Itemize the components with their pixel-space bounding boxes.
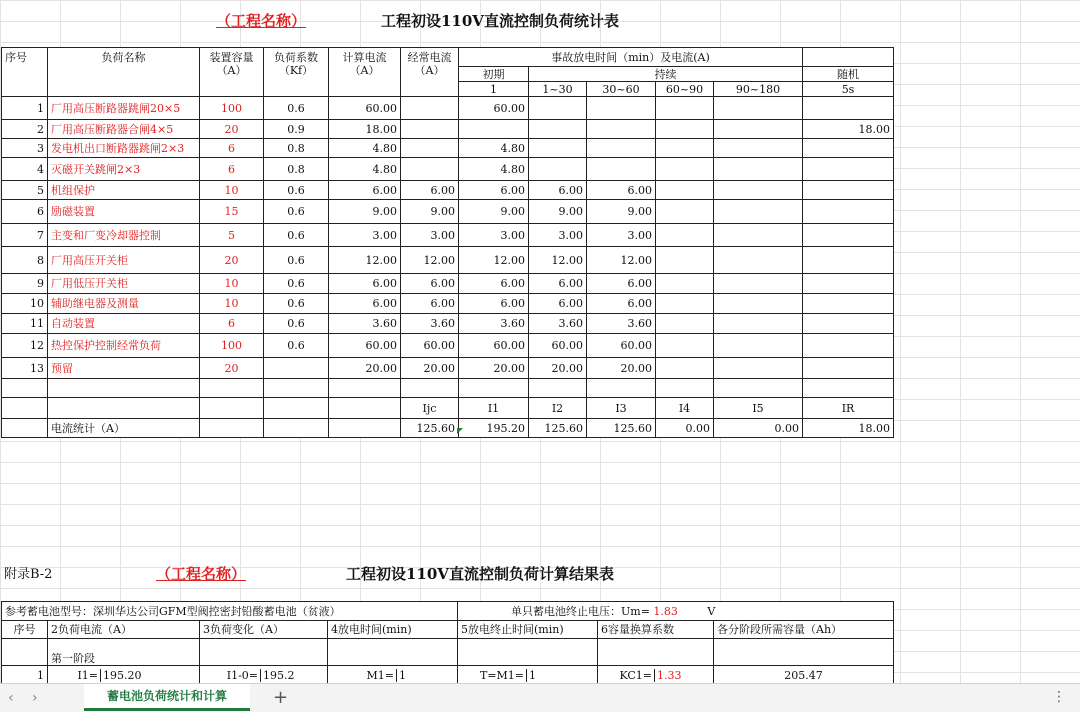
- cell-n[interactable]: 13: [2, 358, 48, 379]
- row1-end-time[interactable]: T=M1= 1: [458, 666, 598, 684]
- cell-i5[interactable]: [714, 294, 803, 314]
- table-row: [2, 334, 894, 358]
- total-i5[interactable]: 0.00: [714, 419, 803, 438]
- cell-kf[interactable]: 0.6: [264, 314, 329, 334]
- cell-i3[interactable]: 60.00: [587, 334, 656, 358]
- cell-i2[interactable]: [529, 120, 587, 139]
- cell-reg[interactable]: 12.00: [401, 247, 459, 274]
- cell-i1[interactable]: 3.00: [459, 224, 529, 247]
- cell[interactable]: [48, 398, 200, 419]
- cell-i3[interactable]: 9.00: [587, 200, 656, 224]
- cell-i1[interactable]: 4.80: [459, 139, 529, 158]
- cell-calc[interactable]: 3.00: [329, 224, 401, 247]
- cell-n[interactable]: 10: [2, 294, 48, 314]
- total-ir[interactable]: 18.00: [803, 419, 894, 438]
- sym-ijc[interactable]: Ijc: [401, 398, 459, 419]
- cell-i3[interactable]: 20.00: [587, 358, 656, 379]
- cell-comment-marker: [457, 428, 463, 434]
- cell-reg[interactable]: 9.00: [401, 200, 459, 224]
- cell[interactable]: [598, 639, 714, 666]
- cell-name[interactable]: 自动装置: [48, 314, 200, 334]
- total-i2[interactable]: 125.60: [529, 419, 587, 438]
- cell-cap[interactable]: 6: [200, 314, 264, 334]
- table-row: [2, 158, 894, 181]
- cell-i2[interactable]: 3.00: [529, 224, 587, 247]
- cell-i4[interactable]: [656, 139, 714, 158]
- cell-name[interactable]: 励磁装置: [48, 200, 200, 224]
- table-row: [2, 274, 894, 294]
- cell-i2[interactable]: 6.00: [529, 274, 587, 294]
- cell-cap[interactable]: 6: [200, 158, 264, 181]
- header-regular-current[interactable]: 经常电流 （A）: [401, 48, 459, 97]
- cell-calc[interactable]: 18.00: [329, 120, 401, 139]
- calculation-result-table: [1, 601, 894, 683]
- cell[interactable]: [264, 398, 329, 419]
- cell-reg[interactable]: 60.00: [401, 334, 459, 358]
- table-row: [2, 358, 894, 379]
- header-initial[interactable]: 初期: [459, 67, 529, 82]
- appendix-label: 附录B-2: [4, 567, 53, 582]
- cell-name[interactable]: 灭磁开关跳闸2×3: [48, 158, 200, 181]
- cell-kf[interactable]: 0.6: [264, 200, 329, 224]
- cell[interactable]: [329, 419, 401, 438]
- cell-i1[interactable]: 60.00: [459, 97, 529, 120]
- cell-ir[interactable]: [803, 200, 894, 224]
- table-row: [2, 294, 894, 314]
- cell-i3[interactable]: 3.60: [587, 314, 656, 334]
- cell-name[interactable]: 机组保护: [48, 181, 200, 200]
- table-row: [2, 120, 894, 139]
- cell-reg[interactable]: 3.00: [401, 224, 459, 247]
- sheet-tab-bar: [0, 683, 1080, 712]
- cell-name[interactable]: 预留: [48, 358, 200, 379]
- cell-i5[interactable]: [714, 247, 803, 274]
- cell[interactable]: [48, 379, 200, 398]
- cell-i2[interactable]: 9.00: [529, 200, 587, 224]
- cell-calc[interactable]: 12.00: [329, 247, 401, 274]
- cell-i5[interactable]: [714, 200, 803, 224]
- cell[interactable]: [587, 379, 656, 398]
- cell[interactable]: [2, 419, 48, 438]
- cell[interactable]: [401, 379, 459, 398]
- cell-i2[interactable]: [529, 158, 587, 181]
- cell-i1[interactable]: 9.00: [459, 200, 529, 224]
- cell[interactable]: [714, 379, 803, 398]
- header-continuous[interactable]: 持续: [529, 67, 803, 82]
- cell-cap[interactable]: 5: [200, 224, 264, 247]
- cell-kf[interactable]: 0.6: [264, 247, 329, 274]
- cell-i1[interactable]: 20.00: [459, 358, 529, 379]
- cell-cap[interactable]: 10: [200, 181, 264, 200]
- cell-cap[interactable]: 10: [200, 294, 264, 314]
- row1-factor[interactable]: KC1= 1.33: [598, 666, 714, 684]
- cell-name[interactable]: 热控保护控制经常负荷: [48, 334, 200, 358]
- cell-cap[interactable]: 20: [200, 358, 264, 379]
- cell-i2[interactable]: 20.00: [529, 358, 587, 379]
- cell-name[interactable]: 发电机出口断路器跳闸2×3: [48, 139, 200, 158]
- cell[interactable]: [656, 379, 714, 398]
- table-row: [2, 139, 894, 158]
- battery-model[interactable]: 参考蓄电池型号：深圳华达公司GFM型阀控密封铅酸蓄电池（贫液）: [2, 602, 458, 621]
- cell-name[interactable]: 厂用高压开关柜: [48, 247, 200, 274]
- total-i1[interactable]: 195.20: [459, 419, 529, 438]
- cell-i4[interactable]: [656, 224, 714, 247]
- cell[interactable]: [2, 398, 48, 419]
- cell-reg[interactable]: 6.00: [401, 181, 459, 200]
- project-name-title: （工程名称）: [216, 12, 307, 30]
- cell-kf[interactable]: 0.8: [264, 158, 329, 181]
- header-t6[interactable]: 5s: [803, 82, 894, 97]
- cell-reg[interactable]: [401, 97, 459, 120]
- cell-kf[interactable]: 0.6: [264, 334, 329, 358]
- cell-n[interactable]: 8: [2, 247, 48, 274]
- sym-i4[interactable]: I4: [656, 398, 714, 419]
- header-accident[interactable]: 事故放电时间（min）及电流(A): [459, 48, 803, 67]
- cell-reg[interactable]: [401, 120, 459, 139]
- cell-n[interactable]: 4: [2, 158, 48, 181]
- header-t1[interactable]: 1: [459, 82, 529, 97]
- cell-calc[interactable]: 4.80: [329, 139, 401, 158]
- sym-ir[interactable]: IR: [803, 398, 894, 419]
- table-row: [2, 314, 894, 334]
- cell-i3[interactable]: [587, 158, 656, 181]
- cell[interactable]: [803, 48, 894, 67]
- cell-name[interactable]: 辅助继电器及测量: [48, 294, 200, 314]
- cell[interactable]: [328, 639, 458, 666]
- cell-calc[interactable]: 3.60: [329, 314, 401, 334]
- header-t5[interactable]: 90~180: [714, 82, 803, 97]
- table-row: [2, 200, 894, 224]
- cell-ir[interactable]: [803, 358, 894, 379]
- stage-label[interactable]: 第一阶段: [48, 639, 200, 666]
- cell-kf[interactable]: 0.6: [264, 274, 329, 294]
- cell-i5[interactable]: [714, 120, 803, 139]
- cell-calc[interactable]: 4.80: [329, 158, 401, 181]
- cell-i5[interactable]: [714, 314, 803, 334]
- cell-i5[interactable]: [714, 224, 803, 247]
- sheet-title-2: 工程初设110V直流控制负荷计算结果表: [346, 565, 614, 583]
- cell-i4[interactable]: [656, 247, 714, 274]
- cell-i1[interactable]: 6.00: [459, 274, 529, 294]
- cell-cap[interactable]: 100: [200, 334, 264, 358]
- cell-ir[interactable]: [803, 139, 894, 158]
- terminal-voltage[interactable]: 单只蓄电池终止电压：Um= 1.83 V: [458, 602, 894, 621]
- cell-i5[interactable]: [714, 181, 803, 200]
- cell-i1[interactable]: 4.80: [459, 158, 529, 181]
- cell-ir[interactable]: [803, 314, 894, 334]
- cell-n[interactable]: 7: [2, 224, 48, 247]
- cell-i1[interactable]: 6.00: [459, 294, 529, 314]
- cell[interactable]: [2, 379, 48, 398]
- row1-change[interactable]: I1-0= 195.2: [200, 666, 328, 684]
- header-seq[interactable]: 序号: [2, 48, 48, 97]
- cell-kf[interactable]: 0.6: [264, 181, 329, 200]
- row1-capacity[interactable]: 205.47: [714, 666, 894, 684]
- cell-i1[interactable]: 12.00: [459, 247, 529, 274]
- um-unit: V: [707, 604, 716, 618]
- cell-i1[interactable]: [459, 120, 529, 139]
- cell-cap[interactable]: 20: [200, 247, 264, 274]
- header-factor[interactable]: 负荷系数 （Kf）: [264, 48, 329, 97]
- cell-cap[interactable]: 6: [200, 139, 264, 158]
- cell-ir[interactable]: [803, 158, 894, 181]
- cell[interactable]: [264, 419, 329, 438]
- cell[interactable]: [458, 639, 598, 666]
- cell-ir[interactable]: [803, 97, 894, 120]
- cell-reg[interactable]: 6.00: [401, 294, 459, 314]
- cell-i4[interactable]: [656, 158, 714, 181]
- cell-i2[interactable]: [529, 97, 587, 120]
- header-t2[interactable]: 1~30: [529, 82, 587, 97]
- sym-i5[interactable]: I5: [714, 398, 803, 419]
- cell-i5[interactable]: [714, 97, 803, 120]
- row1-time[interactable]: M1= 1: [328, 666, 458, 684]
- row1-current[interactable]: I1= 195.20: [48, 666, 200, 684]
- cell-i4[interactable]: [656, 97, 714, 120]
- cell-reg[interactable]: 3.60: [401, 314, 459, 334]
- row1-seq[interactable]: 1: [2, 666, 48, 684]
- cell-calc[interactable]: 6.00: [329, 274, 401, 294]
- header-load-name[interactable]: 负荷名称: [48, 48, 200, 97]
- cell[interactable]: [714, 639, 894, 666]
- header-stage-capacity[interactable]: 各分阶段所需容量（Ah）: [714, 621, 894, 639]
- cell-i4[interactable]: [656, 274, 714, 294]
- cell-reg[interactable]: [401, 139, 459, 158]
- cell-calc[interactable]: 20.00: [329, 358, 401, 379]
- cell-calc[interactable]: 60.00: [329, 334, 401, 358]
- cell-kf[interactable]: [264, 358, 329, 379]
- sym-i2[interactable]: I2: [529, 398, 587, 419]
- cell-i3[interactable]: 12.00: [587, 247, 656, 274]
- cell-reg[interactable]: 20.00: [401, 358, 459, 379]
- cell-n[interactable]: 12: [2, 334, 48, 358]
- cell-i4[interactable]: [656, 334, 714, 358]
- cell-i5[interactable]: [714, 158, 803, 181]
- cell-i1[interactable]: 6.00: [459, 181, 529, 200]
- cell-calc[interactable]: 6.00: [329, 294, 401, 314]
- totals-label[interactable]: 电流统计（A）: [48, 419, 200, 438]
- cell-name[interactable]: 厂用高压断路器合闸4×5: [48, 120, 200, 139]
- total-i4[interactable]: 0.00: [656, 419, 714, 438]
- cell-i3[interactable]: 3.00: [587, 224, 656, 247]
- cell[interactable]: [264, 379, 329, 398]
- cell-i2[interactable]: 6.00: [529, 294, 587, 314]
- cell-n[interactable]: 6: [2, 200, 48, 224]
- header-conversion-factor[interactable]: 6容量换算系数: [598, 621, 714, 639]
- cell-name[interactable]: 主变和厂变冷却器控制: [48, 224, 200, 247]
- total-ijc[interactable]: 125.60: [401, 419, 459, 438]
- cell-i5[interactable]: [714, 139, 803, 158]
- header-load-change[interactable]: 3负荷变化（A）: [200, 621, 328, 639]
- cell-n[interactable]: 1: [2, 97, 48, 120]
- header-capacity[interactable]: 装置容量 （A）: [200, 48, 264, 97]
- cell-ir[interactable]: 18.00: [803, 120, 894, 139]
- cell[interactable]: [200, 398, 264, 419]
- cell-n[interactable]: 9: [2, 274, 48, 294]
- total-i3[interactable]: 125.60: [587, 419, 656, 438]
- cell-i2[interactable]: [529, 139, 587, 158]
- cell-i4[interactable]: [656, 294, 714, 314]
- cell-kf[interactable]: 0.6: [264, 97, 329, 120]
- cell-kf[interactable]: 0.9: [264, 120, 329, 139]
- cell-i3[interactable]: [587, 120, 656, 139]
- table-row: [2, 97, 894, 120]
- cell-ir[interactable]: [803, 181, 894, 200]
- cell-n[interactable]: 2: [2, 120, 48, 139]
- cell-reg[interactable]: [401, 158, 459, 181]
- cell-i5[interactable]: [714, 334, 803, 358]
- cell[interactable]: [2, 639, 48, 666]
- cell-ir[interactable]: [803, 334, 894, 358]
- cell-n[interactable]: 5: [2, 181, 48, 200]
- cell-ir[interactable]: [803, 224, 894, 247]
- header-discharge-end[interactable]: 5放电终止时间(min): [458, 621, 598, 639]
- load-statistics-table: [1, 47, 894, 438]
- table-row: [2, 181, 894, 200]
- cell[interactable]: [329, 398, 401, 419]
- header-calc-current[interactable]: 计算电流 （A）: [329, 48, 401, 97]
- project-name-title-2: （工程名称）: [156, 565, 247, 583]
- add-sheet-icon[interactable]: +: [273, 687, 289, 708]
- cell[interactable]: [459, 379, 529, 398]
- cell[interactable]: [200, 639, 328, 666]
- header-t3[interactable]: 30~60: [587, 82, 656, 97]
- cell-cap[interactable]: 20: [200, 120, 264, 139]
- cell-i5[interactable]: [714, 358, 803, 379]
- cell-calc[interactable]: 9.00: [329, 200, 401, 224]
- cell-kf[interactable]: 0.6: [264, 294, 329, 314]
- cell-i4[interactable]: [656, 120, 714, 139]
- cell-i3[interactable]: 6.00: [587, 274, 656, 294]
- cell-calc[interactable]: 60.00: [329, 97, 401, 120]
- cell[interactable]: [200, 419, 264, 438]
- cell-i4[interactable]: [656, 358, 714, 379]
- cell[interactable]: [200, 379, 264, 398]
- next-sheet-icon[interactable]: ›: [32, 690, 38, 706]
- header-t4[interactable]: 60~90: [656, 82, 714, 97]
- cell-i2[interactable]: 3.60: [529, 314, 587, 334]
- cell-i1[interactable]: 60.00: [459, 334, 529, 358]
- cell-name[interactable]: 厂用高压断路器跳闸20×5: [48, 97, 200, 120]
- table-row: [2, 247, 894, 274]
- cell-cap[interactable]: 10: [200, 274, 264, 294]
- cell-calc[interactable]: 6.00: [329, 181, 401, 200]
- cell-i2[interactable]: 60.00: [529, 334, 587, 358]
- cell-i2[interactable]: 12.00: [529, 247, 587, 274]
- table-row: [2, 224, 894, 247]
- cell-i3[interactable]: 6.00: [587, 181, 656, 200]
- um-value: 1.83: [653, 604, 678, 618]
- sheet-title: 工程初设110V直流控制负荷统计表: [381, 12, 619, 30]
- cell[interactable]: [803, 379, 894, 398]
- cell-i4[interactable]: [656, 314, 714, 334]
- cell[interactable]: [329, 379, 401, 398]
- cell-ir[interactable]: [803, 247, 894, 274]
- prev-sheet-icon[interactable]: ‹: [8, 690, 14, 706]
- cell-i3[interactable]: [587, 139, 656, 158]
- cell-ir[interactable]: [803, 274, 894, 294]
- cell-cap[interactable]: 100: [200, 97, 264, 120]
- cell-ir[interactable]: [803, 294, 894, 314]
- cell[interactable]: [529, 379, 587, 398]
- cell-reg[interactable]: 6.00: [401, 274, 459, 294]
- cell-n[interactable]: 11: [2, 314, 48, 334]
- cell-n[interactable]: 3: [2, 139, 48, 158]
- cell-name[interactable]: 厂用低压开关柜: [48, 274, 200, 294]
- cell-kf[interactable]: 0.6: [264, 224, 329, 247]
- cell-i5[interactable]: [714, 274, 803, 294]
- cell-i4[interactable]: [656, 181, 714, 200]
- cell-i3[interactable]: 6.00: [587, 294, 656, 314]
- header-discharge-time[interactable]: 4放电时间(min): [328, 621, 458, 639]
- more-options-icon[interactable]: ⋮: [1052, 689, 1066, 705]
- cell-i4[interactable]: [656, 200, 714, 224]
- sym-i1[interactable]: I1: [459, 398, 529, 419]
- header-seq-2[interactable]: 序号: [2, 621, 48, 639]
- sheet-tab-active[interactable]: 蓄电池负荷统计和计算: [84, 684, 250, 711]
- sym-i3[interactable]: I3: [587, 398, 656, 419]
- header-load-current[interactable]: 2负荷电流（A）: [48, 621, 200, 639]
- cell-i3[interactable]: [587, 97, 656, 120]
- header-random[interactable]: 随机: [803, 67, 894, 82]
- cell-kf[interactable]: 0.8: [264, 139, 329, 158]
- cell-i1[interactable]: 3.60: [459, 314, 529, 334]
- cell-cap[interactable]: 15: [200, 200, 264, 224]
- cell-i2[interactable]: 6.00: [529, 181, 587, 200]
